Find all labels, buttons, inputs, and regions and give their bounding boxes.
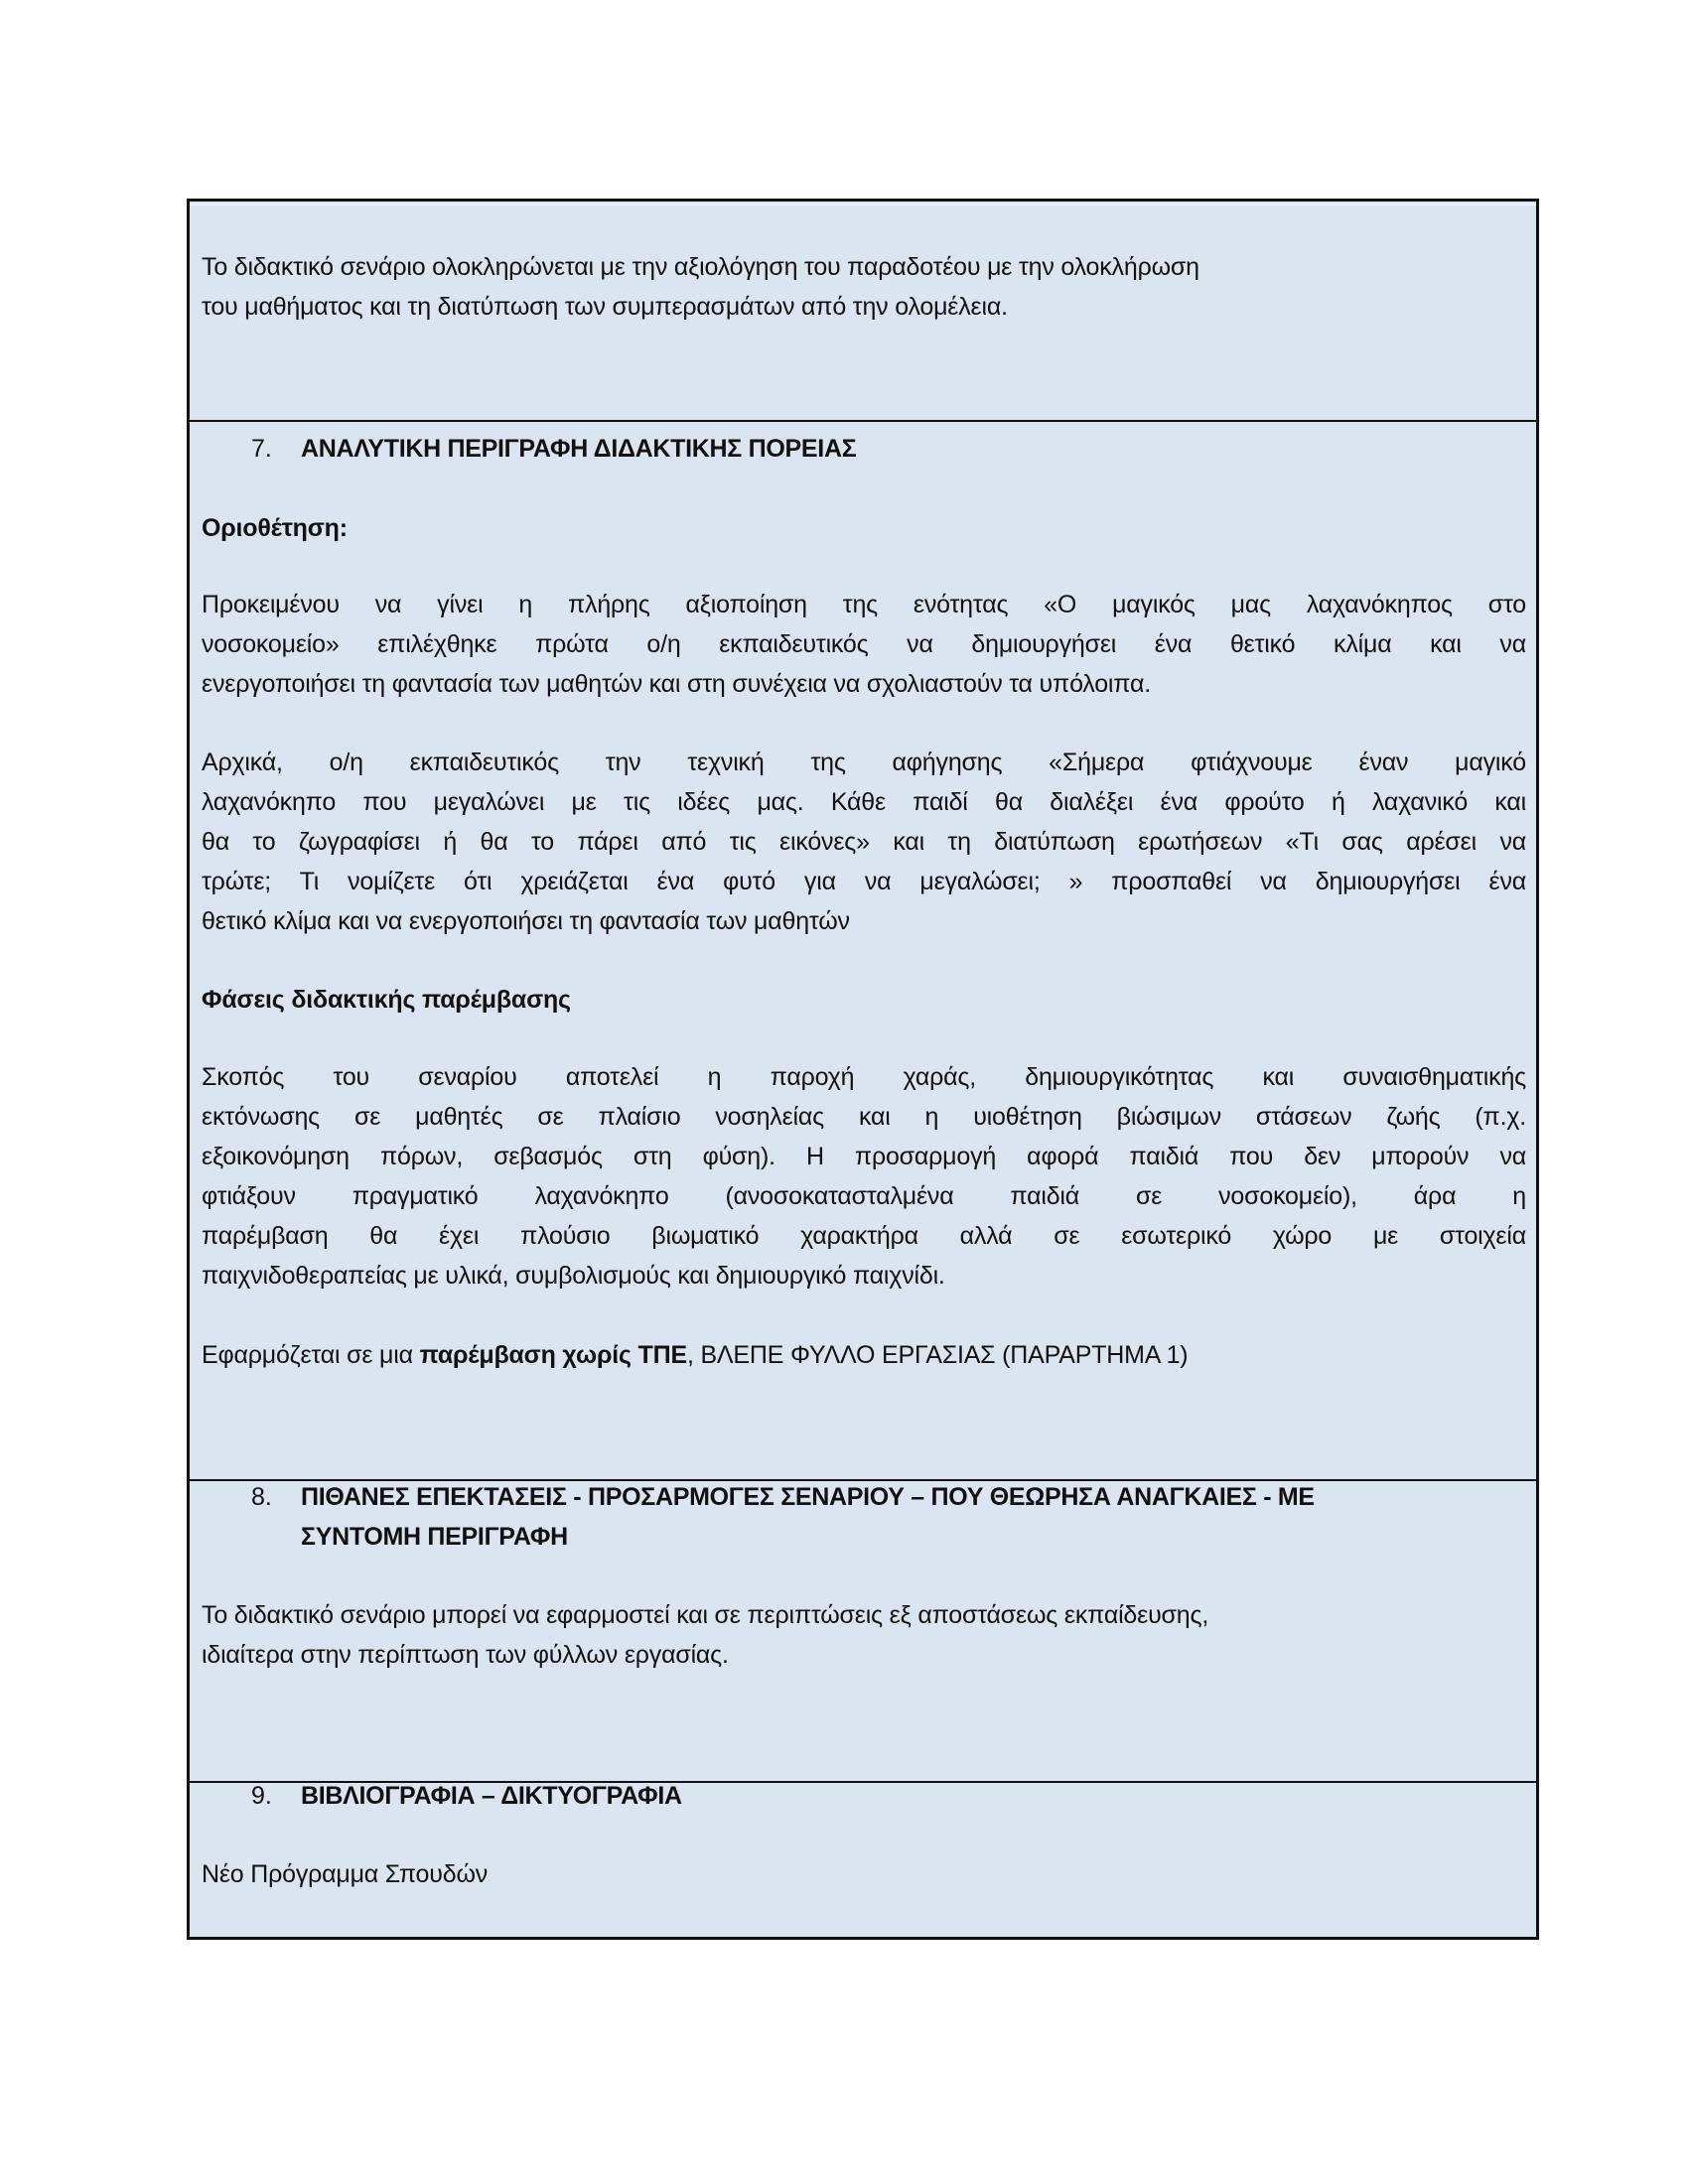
text-line: Το διδακτικό σενάριο μπορεί να εφαρμοστεί και σε περιπτώσεις εξ αποστάσεως εκπαίδευσης, [202, 1601, 1209, 1629]
text-line: θα το ζωγραφίσει ή θα το πάρει από τις εικόνες» και τη διατύπωση ερωτήσεων «Τι σας αρέσει να [202, 828, 1526, 856]
applies-line [202, 1335, 1526, 1375]
section-number: 7. [251, 435, 272, 463]
text-line: θετικό κλίμα και να ενεργοποιήσει τη φαντασία των μαθητών [202, 907, 850, 935]
row-divider [190, 420, 1536, 422]
text-line: εξοικονόμηση πόρων, σεβασμός στη φύση). Η προσαρμογή αφορά παιδιά που δεν μπορούν να [202, 1143, 1526, 1170]
scenario-table [187, 199, 1539, 1940]
section-title: ΑΝΑΛΥΤΙΚΗ ΠΕΡΙΓΡΑΦΗ ΔΙΔΑΚΤΙΚΗΣ ΠΟΡΕΙΑΣ [301, 435, 857, 463]
text-line: ενεργοποιήσει τη φαντασία των μαθητών και στη συνέχεια να σχολιαστούν τα υπόλοιπα. [202, 670, 1151, 698]
applies-bold: παρέμβαση χωρίς ΤΠΕ [419, 1341, 687, 1369]
text-line: τρώτε; Τι νομίζετε ότι χρειάζεται ένα φυτό για να μεγαλώσει; » προσπαθεί να δημιουργήσει ένα [202, 868, 1526, 895]
section-number: 8. [251, 1483, 272, 1511]
section-title-cont: ΣΥΝΤΟΜΗ ΠΕΡΙΓΡΑΦΗ [301, 1523, 568, 1551]
section-title: ΒΙΒΛΙΟΓΡΑΦΙΑ – ΔΙΚΤΥΟΓΡΑΦΙΑ [301, 1782, 682, 1810]
text-line: παρέμβαση θα έχει πλούσιο βιωματικό χαρακτήρα αλλά σε εσωτερικό χώρο με στοιχεία [202, 1222, 1526, 1250]
section-title: ΠΙΘΑΝΕΣ ΕΠΕΚΤΑΣΕΙΣ - ΠΡΟΣΑΡΜΟΓΕΣ ΣΕΝΑΡΙΟΥ – ΠΟΥ ΘΕΩΡΗΣΑ ΑΝΑΓΚΑΙΕΣ - ΜΕ [301, 1483, 1315, 1511]
text-line: του μαθήματος και τη διατύπωση των συμπερασμάτων από την ολομέλεια. [202, 293, 1008, 321]
text-line: Αρχικά, ο/η εκπαιδευτικός την τεχνική της αφήγησης «Σήμερα φτιάχνουμε έναν μαγικό [202, 749, 1526, 776]
subheading-delimitation: Οριοθέτηση: [202, 514, 348, 542]
text-line: φτιάξουν πραγματικό λαχανόκηπο (ανοσοκατασταλμένα παιδιά σε νοσοκομείο), άρα η [202, 1182, 1526, 1210]
applies-suffix: , ΒΛΕΠΕ ΦΥΛΛΟ ΕΡΓΑΣΙΑΣ (ΠΑΡΑΡΤΗΜΑ 1) [686, 1341, 1189, 1369]
text-line: Το διδακτικό σενάριο ολοκληρώνεται με την αξιολόγηση του παραδοτέου με την ολοκλήρωση [202, 253, 1199, 281]
text-line: νοσοκομείο» επιλέχθηκε πρώτα ο/η εκπαιδευτικός να δημιουργήσει ένα θετικό κλίμα και να [202, 630, 1526, 658]
section-number: 9. [251, 1782, 272, 1810]
text-line: εκτόνωσης σε μαθητές σε πλαίσιο νοσηλείας και η υιοθέτηση βιώσιμων στάσεων ζωής (π.χ. [202, 1103, 1526, 1131]
subheading-phases: Φάσεις διδακτικής παρέμβασης [202, 986, 571, 1014]
applies-prefix: Εφαρμόζεται σε μια [202, 1341, 420, 1369]
text-line: Προκειμένου να γίνει η πλήρης αξιοποίηση της ενότητας «Ο μαγικός μας λαχανόκηπος στο [202, 591, 1526, 618]
text-line: παιχνιδοθεραπείας με υλικά, συμβολισμούς και δημιουργικό παιχνίδι. [202, 1262, 945, 1290]
bibliography-entry: Νέο Πρόγραμμα Σπουδών [202, 1860, 489, 1888]
text-line: ιδιαίτερα στην περίπτωση των φύλλων εργασίας. [202, 1641, 729, 1669]
text-line: Σκοπός του σεναρίου αποτελεί η παροχή χαράς, δημιουργικότητας και συναισθηματικής [202, 1063, 1526, 1091]
text-line: λαχανόκηπο που μεγαλώνει με τις ιδέες μας. Κάθε παιδί θα διαλέξει ένα φρούτο ή λαχανικό και [202, 788, 1526, 816]
